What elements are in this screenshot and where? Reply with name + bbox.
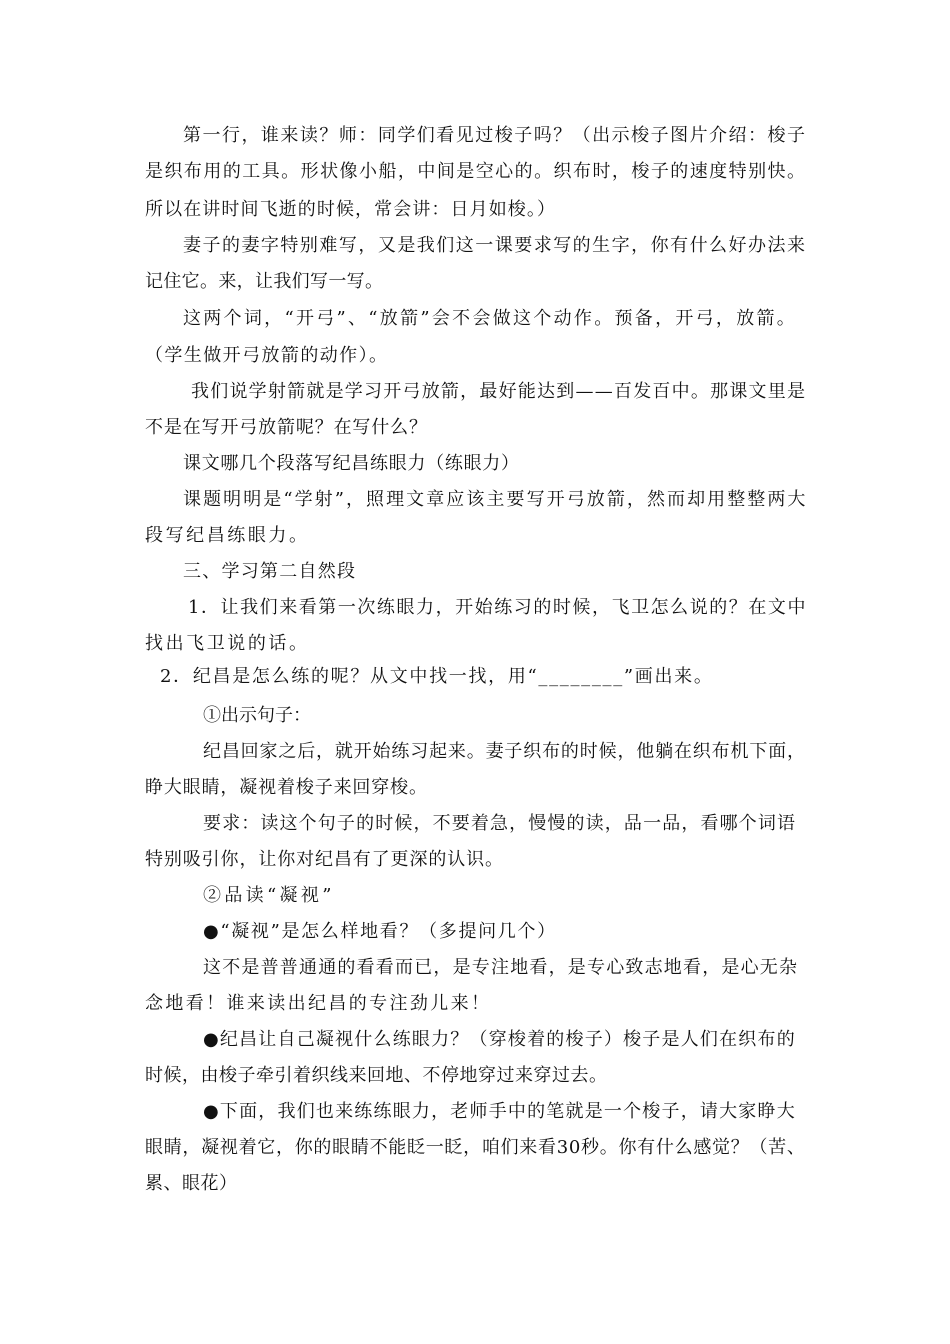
text-line: 这不是普普通通的看看而已，是专注地看，是专心致志地看，是心无杂 (203, 957, 799, 978)
text-line: 睁大眼睛，凝视着梭子来回穿梭。 (145, 777, 428, 798)
text-line: 记住它。来，让我们写一写。 (145, 271, 384, 292)
text-line: 念地看！谁来读出纪昌的专注劲儿来！ (145, 993, 492, 1014)
text-line: 段写纪昌练眼力。 (145, 525, 310, 546)
text-line: 是织布用的工具。形状像小船，中间是空心的。织布时，梭子的速度特别快。 (145, 161, 807, 182)
text-line: 我们说学射箭就是学习开弓放箭，最好能达到——百发百中。那课文里是 (191, 381, 807, 402)
text-line: 所以在讲时间飞逝的时候，常会讲：日月如梭。） (145, 199, 557, 220)
text-line: 特别吸引你，让你对纪昌有了更深的认识。 (145, 849, 504, 870)
text-line: （学生做开弓放箭的动作）。 (145, 345, 389, 366)
text-line: ●纪昌让自己凝视什么练眼力？（穿梭着的梭子）梭子是人们在织布的 (203, 1029, 796, 1050)
text-line: 纪昌回家之后，就开始练习起来。妻子织布的时候，他躺在织布机下面， (203, 741, 806, 762)
text-line: ①出示句子： (203, 705, 311, 726)
text-line: 1．让我们来看第一次练眼力，开始练习的时候，飞卫怎么说的？在文中 (188, 597, 807, 618)
text-line: ●“凝视”是怎么样地看？（多提问几个） (203, 921, 557, 942)
text-line: 妻子的妻字特别难写，又是我们这一课要求写的生字，你有什么好办法来 (183, 235, 807, 256)
text-line: 找出飞卫说的话。 (145, 633, 310, 654)
text-line: 累、眼花） (145, 1173, 238, 1194)
text-line: 这两个词，“开弓”、“放箭”会不会做这个动作。预备，开弓，放箭。 (183, 308, 798, 329)
text-line: 2．纪昌是怎么练的呢？从文中找一找，用“________”画出来。 (160, 666, 714, 687)
text-line: 眼睛，凝视着它，你的眼睛不能眨一眨，咱们来看30秒。你有什么感觉？（苦、 (145, 1137, 806, 1158)
text-line: 课文哪几个段落写纪昌练眼力（练眼力） (183, 453, 520, 474)
text-line: 第一行，谁来读？师：同学们看见过梭子吗？（出示梭子图片介绍：梭子 (183, 125, 807, 146)
text-line: 时候，由梭子牵引着织线来回地、不停地穿过来穿过去。 (145, 1065, 608, 1086)
text-line: 三、学习第二自然段 (183, 561, 357, 582)
text-line: ●下面，我们也来练练眼力，老师手中的笔就是一个梭子，请大家睁大 (203, 1101, 796, 1122)
text-line: 课题明明是“学射”，照理文章应该主要写开弓放箭，然而却用整整两大 (183, 489, 808, 510)
text-line: ②品读“凝视” (203, 885, 335, 906)
text-line: 不是在写开弓放箭呢？在写什么？ (145, 417, 428, 438)
text-line: 要求：读这个句子的时候，不要着急，慢慢的读，品一品，看哪个词语 (203, 813, 797, 834)
